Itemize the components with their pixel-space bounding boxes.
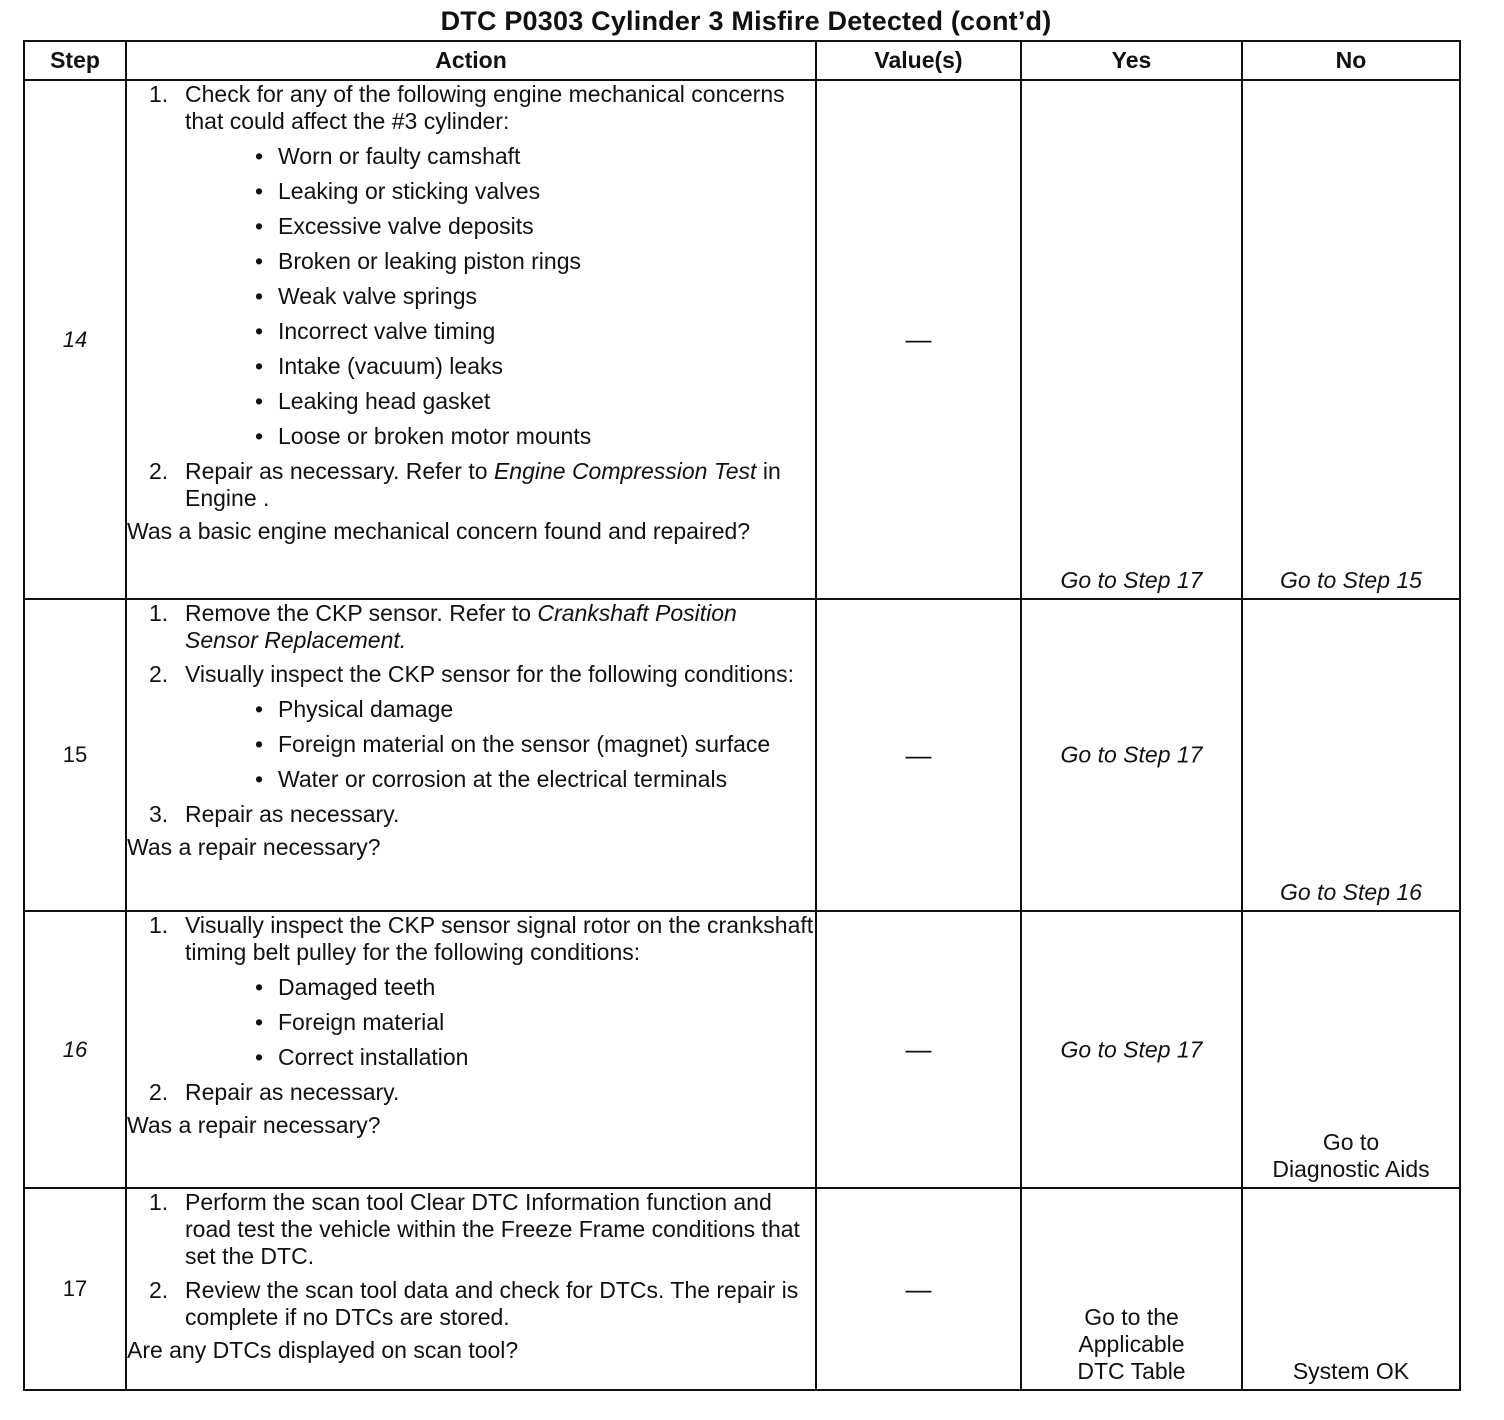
bullet-item: • Water or corrosion at the electrical terminals — [255, 766, 728, 792]
yes-result: Go to the Applicable DTC Table — [1077, 1304, 1186, 1384]
no-result: Go to Step 15 — [1280, 567, 1422, 593]
item-number: 1. — [149, 912, 169, 938]
item-text: Repair as necessary. — [185, 1079, 400, 1105]
bullet-item: • Worn or faulty camshaft — [255, 143, 521, 169]
bullet-item: • Physical damage — [255, 696, 454, 722]
item-number: 1. — [149, 1189, 169, 1215]
item-text: Visually inspect the CKP sensor for the following conditions: — [185, 661, 794, 687]
reference-link-text: Engine Compression Test — [493, 458, 757, 484]
yes-cell — [1021, 80, 1242, 599]
bullet-item: • Damaged teeth — [255, 974, 436, 1000]
no-result: System OK — [1292, 1358, 1410, 1384]
yes-result: Go to Step 17 — [1060, 567, 1203, 593]
table-row-step-16 — [24, 911, 1460, 1188]
yes-cell — [1021, 1188, 1242, 1390]
table-row-step-15 — [24, 599, 1460, 911]
action-item — [127, 1079, 815, 1106]
question-text: Are any DTCs displayed on scan tool? — [127, 1337, 519, 1363]
item-number: 2. — [149, 1079, 169, 1105]
yes-result: Go to Step 17 — [1060, 741, 1203, 768]
bullet-item: • Leaking or sticking valves — [255, 178, 541, 204]
action-item — [127, 801, 815, 828]
question-text: Was a repair necessary? — [127, 834, 381, 860]
item-number: 3. — [149, 801, 169, 827]
no-cell — [1242, 911, 1460, 1188]
item-number: 2. — [149, 1277, 169, 1303]
no-result: Go to Diagnostic Aids — [1272, 1129, 1430, 1182]
no-cell — [1242, 1188, 1460, 1390]
bullet-item: • Foreign material — [255, 1009, 445, 1035]
header-values: Value(s) — [816, 41, 1021, 80]
bullet-item: • Weak valve springs — [255, 283, 477, 309]
bullet-item: • Broken or leaking piston rings — [255, 248, 581, 274]
bullet-item: • Correct installation — [255, 1044, 469, 1070]
action-cell — [126, 80, 816, 599]
step-number: 16 — [24, 911, 126, 1188]
action-item: 2. Repair as necessary. Refer to Engine Compression Test in Engine . — [149, 458, 781, 511]
item-number: 1. — [149, 600, 169, 626]
action-item — [127, 81, 815, 449]
step-number: 15 — [24, 599, 126, 911]
action-item: 1. Remove the CKP sensor. Refer to Crankshaft Position Sensor Replacement. — [149, 600, 737, 653]
no-result: Go to Step 16 — [1280, 879, 1422, 905]
item-number: 2. — [149, 458, 169, 484]
no-cell — [1242, 599, 1460, 911]
yes-cell — [1021, 911, 1242, 1188]
item-text: Perform the scan tool Clear DTC Information function and road test the vehicle within the Freeze Frame conditions that set the DTC. — [185, 1189, 800, 1269]
value-cell: — — [816, 1188, 1021, 1390]
no-cell — [1242, 80, 1460, 599]
table-row-step-17 — [24, 1188, 1460, 1390]
header-yes: Yes — [1021, 41, 1242, 80]
header-step: Step — [24, 41, 126, 80]
table-row-step-14 — [24, 80, 1460, 599]
question-text: Was a repair necessary? — [127, 1112, 381, 1138]
bullet-item: • Excessive valve deposits — [255, 213, 534, 239]
item-number: 1. — [149, 81, 169, 107]
yes-result: Go to Step 17 — [1060, 1036, 1203, 1062]
action-cell — [126, 599, 816, 911]
action-cell — [126, 1188, 816, 1390]
bullet-item: • Incorrect valve timing — [255, 318, 496, 344]
item-text: Repair as necessary. — [185, 801, 400, 827]
header-row — [24, 41, 1460, 80]
question-text: Was a basic engine mechanical concern found and repaired? — [127, 518, 751, 544]
reference-link-text: Crankshaft Position Sensor Replacement. — [185, 600, 737, 653]
header-no: No — [1242, 41, 1460, 80]
value-cell: — — [816, 911, 1021, 1188]
header-action: Action — [126, 41, 816, 80]
item-number: 2. — [149, 661, 169, 687]
action-item — [127, 1277, 815, 1331]
item-text: Visually inspect the CKP sensor signal rotor on the crankshaft timing belt pulley for the following conditions: — [185, 912, 814, 965]
item-text: Review the scan tool data and check for DTCs. The repair is complete if no DTCs are stored. — [185, 1277, 799, 1330]
bullet-item: • Intake (vacuum) leaks — [255, 353, 503, 379]
bullet-item: • Foreign material on the sensor (magnet) surface — [255, 731, 771, 757]
action-item — [127, 661, 815, 792]
step-number: 14 — [24, 80, 126, 599]
page-title: DTC P0303 Cylinder 3 Misfire Detected (cont’d) — [440, 6, 1052, 36]
value-cell: — — [816, 599, 1021, 911]
yes-cell — [1021, 599, 1242, 911]
diagnostic-table — [23, 40, 1461, 1391]
item-text: Check for any of the following engine mechanical concerns that could affect the #3 cylinder: — [185, 81, 785, 134]
action-item — [127, 912, 815, 1070]
value-cell: — — [816, 80, 1021, 599]
step-number: 17 — [24, 1188, 126, 1390]
bullet-item: • Leaking head gasket — [255, 388, 491, 414]
action-cell — [126, 911, 816, 1188]
bullet-item: • Loose or broken motor mounts — [255, 423, 592, 449]
action-item — [127, 1189, 815, 1270]
